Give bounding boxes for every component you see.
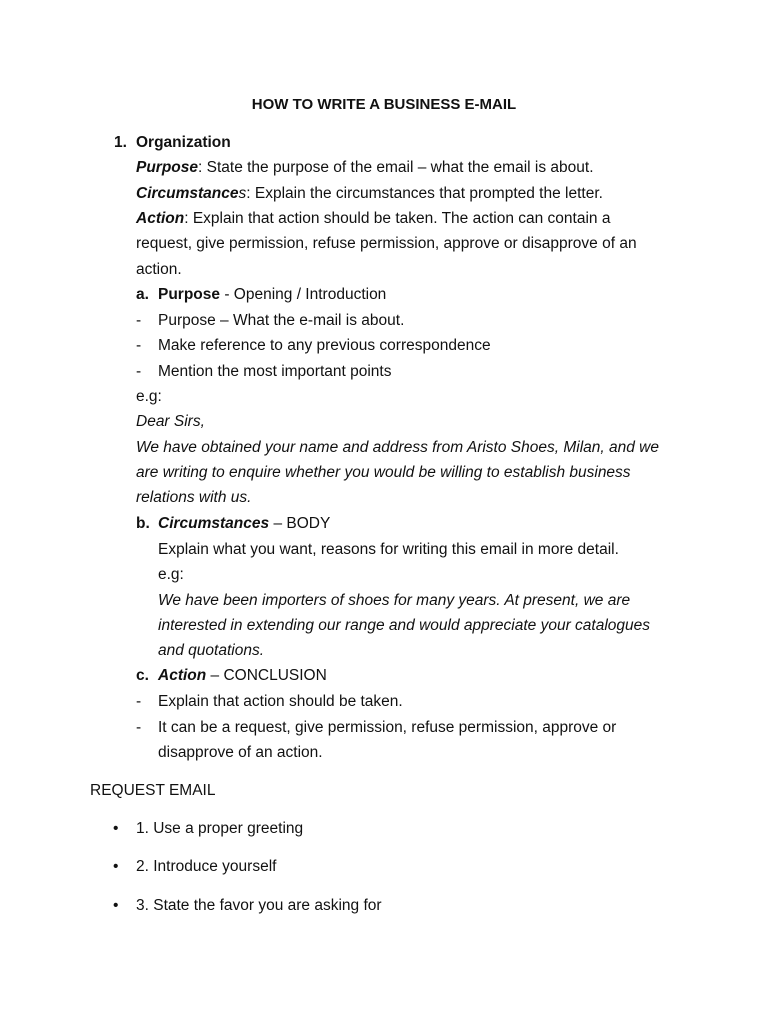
part-b-example-3: and quotations. xyxy=(158,642,265,659)
part-a-item-2: Make reference to any previous correspondence xyxy=(158,337,491,354)
part-b-label: Circumstances xyxy=(158,515,270,532)
part-b-text: Explain what you want, reasons for writing this email in more detail. xyxy=(158,541,619,558)
request-item-1: 1. Use a proper greeting xyxy=(136,820,304,837)
action-text-2: request, give permission, refuse permission, approve or disapprove of an xyxy=(136,235,637,252)
part-a-marker: a. xyxy=(136,286,149,303)
dash-marker: - xyxy=(136,312,142,329)
dash-marker: - xyxy=(136,363,142,380)
section-number: 1. xyxy=(114,134,127,151)
request-email-heading: REQUEST EMAIL xyxy=(90,782,216,799)
purpose-text: : State the purpose of the email – what the email is about. xyxy=(198,159,594,176)
part-b-example-1: We have been importers of shoes for many years. At present, we are xyxy=(158,592,631,609)
part-b-marker: b. xyxy=(136,515,150,532)
part-a-example-4: relations with us. xyxy=(136,489,252,506)
part-a-example-2: We have obtained your name and address from Aristo Shoes, Milan, and we xyxy=(136,439,659,456)
circumstances-label: Circumstance xyxy=(136,185,239,202)
part-a-label: Purpose xyxy=(158,286,221,303)
part-c-marker: c. xyxy=(136,667,149,684)
part-b-example-2: interested in extending our range and would appreciate your catalogues xyxy=(158,617,651,634)
dash-marker: - xyxy=(136,719,142,736)
action-text-3: action. xyxy=(136,261,182,278)
bullet-marker: • xyxy=(113,897,119,914)
action-label: Action xyxy=(136,210,185,227)
bullet-marker: • xyxy=(113,858,119,875)
dash-marker: - xyxy=(136,337,142,354)
action-text-1: : Explain that action should be taken. The action can contain a xyxy=(184,210,611,227)
bullet-marker: • xyxy=(113,820,119,837)
purpose-label: Purpose xyxy=(136,159,199,176)
part-c-label: Action xyxy=(158,667,207,684)
part-a-heading xyxy=(158,285,386,305)
part-c-item-2-line-1: It can be a request, give permission, refuse permission, approve or xyxy=(158,719,617,736)
circumstances-text: : Explain the circumstances that prompted the letter. xyxy=(246,185,603,202)
section-heading: Organization xyxy=(136,134,231,151)
part-b-eg: e.g: xyxy=(158,566,184,583)
part-c-label-tail: – CONCLUSION xyxy=(206,667,327,684)
part-a-eg: e.g: xyxy=(136,388,162,405)
action-line xyxy=(136,209,610,229)
part-c-item-2-line-2: disapprove of an action. xyxy=(158,744,323,761)
request-item-3: 3. State the favor you are asking for xyxy=(136,897,382,914)
document-title: HOW TO WRITE A BUSINESS E-MAIL xyxy=(251,96,517,113)
part-a-label-tail: - Opening / Introduction xyxy=(220,286,387,303)
part-b-heading xyxy=(158,514,330,534)
circumstances-line xyxy=(136,184,603,204)
circumstances-label-tail: s xyxy=(238,185,247,202)
request-item-2: 2. Introduce yourself xyxy=(136,858,277,875)
purpose-line xyxy=(136,158,594,178)
dash-marker: - xyxy=(136,693,142,710)
part-b-label-tail: – BODY xyxy=(269,515,331,532)
part-a-item-1: Purpose – What the e-mail is about. xyxy=(158,312,405,329)
part-a-item-3: Mention the most important points xyxy=(158,363,392,380)
part-a-example-3: are writing to enquire whether you would be willing to establish business xyxy=(136,464,631,481)
part-c-heading xyxy=(158,666,327,686)
part-c-item-1: Explain that action should be taken. xyxy=(158,693,403,710)
part-a-example-1: Dear Sirs, xyxy=(136,413,205,430)
